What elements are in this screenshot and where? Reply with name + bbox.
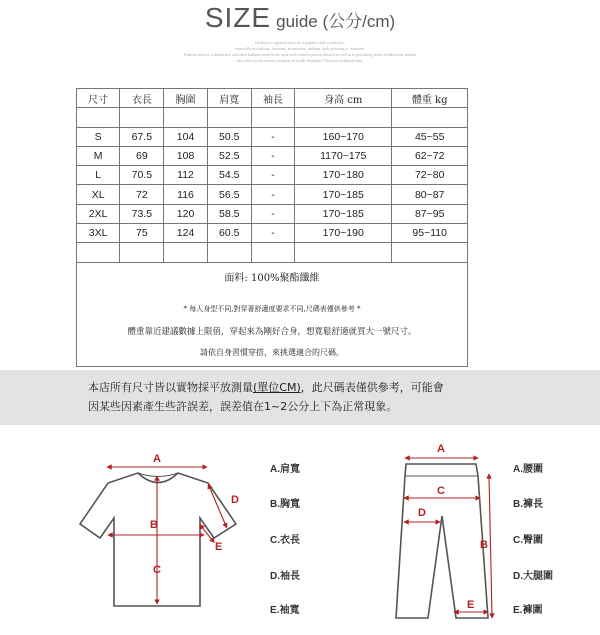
cell: 72~80 — [392, 166, 468, 185]
title-guide: guide (公分/cm) — [276, 12, 396, 31]
letter-e: E — [215, 541, 223, 553]
cell: 54.5 — [207, 166, 251, 185]
pants-legend-thigh: D.大腿圍 — [513, 571, 553, 582]
table-row — [77, 224, 468, 243]
title-main: SIZE — [204, 2, 272, 33]
header-weight: 體重 kg — [392, 89, 468, 108]
pants-legend-waist: A.腰圍 — [513, 464, 543, 475]
cell: 56.5 — [207, 185, 251, 204]
table-notes-row — [77, 262, 468, 366]
cell: 1170~175 — [295, 146, 392, 165]
disclaimer-unit: (單位CM) — [253, 381, 301, 394]
cell: 60.5 — [207, 224, 251, 243]
disclaimer-line-2: 因某些因素產生些許誤差，誤差值在1~2公分上下為正常現象。 — [88, 400, 398, 413]
table-row — [77, 166, 468, 185]
cell: 52.5 — [207, 146, 251, 165]
table-row — [77, 204, 468, 223]
cell: 95~110 — [392, 224, 468, 243]
cell: 72 — [120, 185, 164, 204]
shirt-legend-sleeve-width: E.袖寬 — [270, 605, 300, 616]
tshirt-measure-lines — [109, 467, 226, 602]
letter-d: D — [231, 494, 239, 506]
cell: 80~87 — [392, 185, 468, 204]
cell: 67.5 — [120, 127, 164, 146]
disclaimer-line-1 — [88, 379, 444, 395]
table-row — [77, 146, 468, 165]
pants-legend-hem: E.褲圍 — [513, 605, 543, 616]
letter-e: E — [467, 599, 475, 611]
disclaimer-band — [0, 370, 600, 425]
cell: 112 — [164, 166, 207, 185]
cell: XL — [77, 185, 120, 204]
subtitle-line: especially in clothing, footwear, accessories, makeup, body piercing or furniture. — [235, 46, 365, 51]
cell: 73.5 — [120, 204, 164, 223]
cell: - — [251, 224, 294, 243]
header-height: 身高 cm — [295, 89, 392, 108]
subtitle-block — [0, 40, 600, 64]
disclaimer-text: 本店所有尺寸皆以實物採平放測量 — [88, 381, 253, 394]
fit-note: * 每人身型不同,對穿著舒適度要求不同,尺碼表僅供參考 * — [183, 304, 361, 313]
cell: 45~55 — [392, 127, 468, 146]
table-row — [77, 185, 468, 204]
pants-legend-hip: C.臀圍 — [513, 535, 543, 546]
cell: - — [251, 146, 294, 165]
cell: 75 — [120, 224, 164, 243]
cell: 70.5 — [120, 166, 164, 185]
style-note: 請依自身習慣穿搭，來挑選適合的尺碼。 — [200, 347, 344, 357]
shirt-legend-sleeve-length: D.袖長 — [270, 571, 300, 582]
cell: 3XL — [77, 224, 120, 243]
subtitle-line: Fashion refers to a distinctive and often habitual trend in the style with which a person dresses as well as to prevailing styles in behaviour fashion — [183, 52, 417, 57]
pants-legend-length: B.褲長 — [513, 499, 543, 510]
letter-a: A — [153, 453, 161, 465]
shirt-legend-shoulder: A.肩寬 — [270, 464, 300, 475]
cell: - — [251, 204, 294, 223]
header-chest: 胸圍 — [164, 89, 207, 108]
cell: S — [77, 127, 120, 146]
measurement-diagram — [0, 440, 600, 635]
header-shoulder: 肩寬 — [207, 89, 251, 108]
cell: 116 — [164, 185, 207, 204]
cell: 160~170 — [295, 127, 392, 146]
cell: 62~72 — [392, 146, 468, 165]
cell: 69 — [120, 146, 164, 165]
letter-b: B — [150, 519, 158, 531]
cell: 2XL — [77, 204, 120, 223]
cell: - — [251, 185, 294, 204]
letter-c: C — [437, 485, 445, 497]
cell: 170~185 — [295, 204, 392, 223]
cell: M — [77, 146, 120, 165]
header-length: 衣長 — [120, 89, 164, 108]
pants-length-line — [489, 476, 492, 616]
fabric-note: 面料: 100%聚酯纖維 — [224, 272, 320, 284]
table-spacer-row — [77, 243, 468, 262]
cell: - — [251, 166, 294, 185]
table-header-row — [77, 89, 468, 108]
header-sleeve: 袖長 — [251, 89, 294, 108]
cell: 170~185 — [295, 185, 392, 204]
cell: 170~180 — [295, 166, 392, 185]
shirt-legend-chest: B.胸寬 — [270, 499, 300, 510]
letter-a: A — [437, 443, 445, 455]
weight-note: 體重靠近建議數據上限值，穿起來為剛好合身，想寬鬆舒適就買大一號尺寸。 — [127, 326, 417, 337]
cell: 50.5 — [207, 127, 251, 146]
cell: - — [251, 127, 294, 146]
disclaimer-text: ，此尺碼表僅供參考，可能會 — [300, 381, 444, 394]
letter-d: D — [418, 507, 426, 519]
letter-b: B — [480, 539, 488, 551]
cell: 87~95 — [392, 204, 468, 223]
cell: 124 — [164, 224, 207, 243]
notes-cell — [77, 262, 468, 366]
subtitle-line: Fashion is a general term for a popular style or practice, — [255, 40, 345, 45]
table-spacer-row — [77, 108, 468, 127]
tshirt-icon — [80, 473, 236, 606]
shirt-legend-length: C.衣長 — [270, 535, 300, 546]
header-size: 尺寸 — [77, 89, 120, 108]
letter-c: C — [153, 564, 161, 576]
subtitle-line: also refers to the newest creations of textile designers The more technical term. — [236, 58, 364, 63]
page-title — [0, 2, 600, 34]
cell: 120 — [164, 204, 207, 223]
cell: 108 — [164, 146, 207, 165]
size-table — [76, 88, 468, 367]
cell: 104 — [164, 127, 207, 146]
tshirt-letters — [150, 453, 239, 576]
cell: L — [77, 166, 120, 185]
table-row — [77, 127, 468, 146]
cell: 58.5 — [207, 204, 251, 223]
cell: 170~190 — [295, 224, 392, 243]
